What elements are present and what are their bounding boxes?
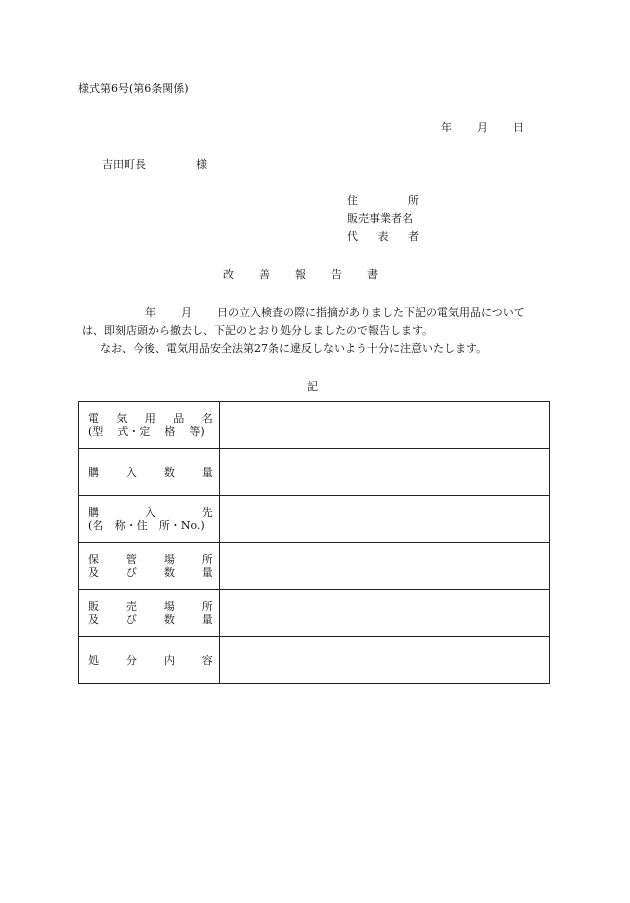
addressee bbox=[102, 156, 207, 172]
month-label: 月 bbox=[477, 121, 488, 134]
day-label: 日 bbox=[513, 121, 524, 134]
table-row bbox=[79, 543, 550, 590]
year-label: 年 bbox=[441, 121, 452, 134]
table-row bbox=[79, 449, 550, 496]
document-title: 改 善 報 告 書 bbox=[223, 268, 378, 281]
row-label-sales-location: 販 売 場 所 及 び 数 量 bbox=[79, 590, 220, 637]
row-label-supplier: 購 入 先 (名 称・住 所・No.) bbox=[79, 496, 220, 543]
date-line bbox=[441, 119, 524, 135]
value-cell-sales-location[interactable] bbox=[219, 590, 549, 637]
value-cell-storage[interactable] bbox=[219, 543, 549, 590]
row-label-purchase-quantity: 購 入 数 量 bbox=[79, 449, 220, 496]
form-number: 様式第6号(第6条関係) bbox=[78, 82, 189, 95]
table-row bbox=[79, 637, 550, 684]
sender-business-name-label: 販売事業者名 bbox=[347, 212, 413, 225]
sender-block bbox=[347, 192, 419, 246]
row-label-storage: 保 管 場 所 及 び 数 量 bbox=[79, 543, 220, 590]
body-line-2: は、即刻店頭から撤去し、下記のとおり処分しましたので報告します。 bbox=[82, 324, 434, 337]
body-line-1: 年 月 日の立入検査の際に指摘がありました下記の電気用品について bbox=[145, 306, 525, 319]
items-table bbox=[78, 401, 550, 684]
table-row bbox=[79, 496, 550, 543]
sender-representative-label: 代 表 者 bbox=[347, 230, 419, 243]
body-text bbox=[82, 304, 548, 358]
row-label-disposal: 処 分 内 容 bbox=[79, 637, 220, 684]
addressee-name: 吉田町長 bbox=[102, 158, 146, 171]
row-label-product-name: 電 気 用 品 名 (型 式・定 格 等) bbox=[79, 402, 220, 449]
table-row bbox=[79, 402, 550, 449]
sender-address-label: 住 所 bbox=[347, 194, 419, 207]
body-line-3: なお、今後、電気用品安全法第27条に違反しないよう十分に注意いたします。 bbox=[100, 342, 488, 355]
ki-heading: 記 bbox=[307, 380, 318, 393]
value-cell-product-name[interactable] bbox=[219, 402, 549, 449]
value-cell-disposal[interactable] bbox=[219, 637, 549, 684]
value-cell-supplier[interactable] bbox=[219, 496, 549, 543]
value-cell-purchase-quantity[interactable] bbox=[219, 449, 549, 496]
addressee-honorific: 様 bbox=[196, 158, 207, 171]
table-row bbox=[79, 590, 550, 637]
